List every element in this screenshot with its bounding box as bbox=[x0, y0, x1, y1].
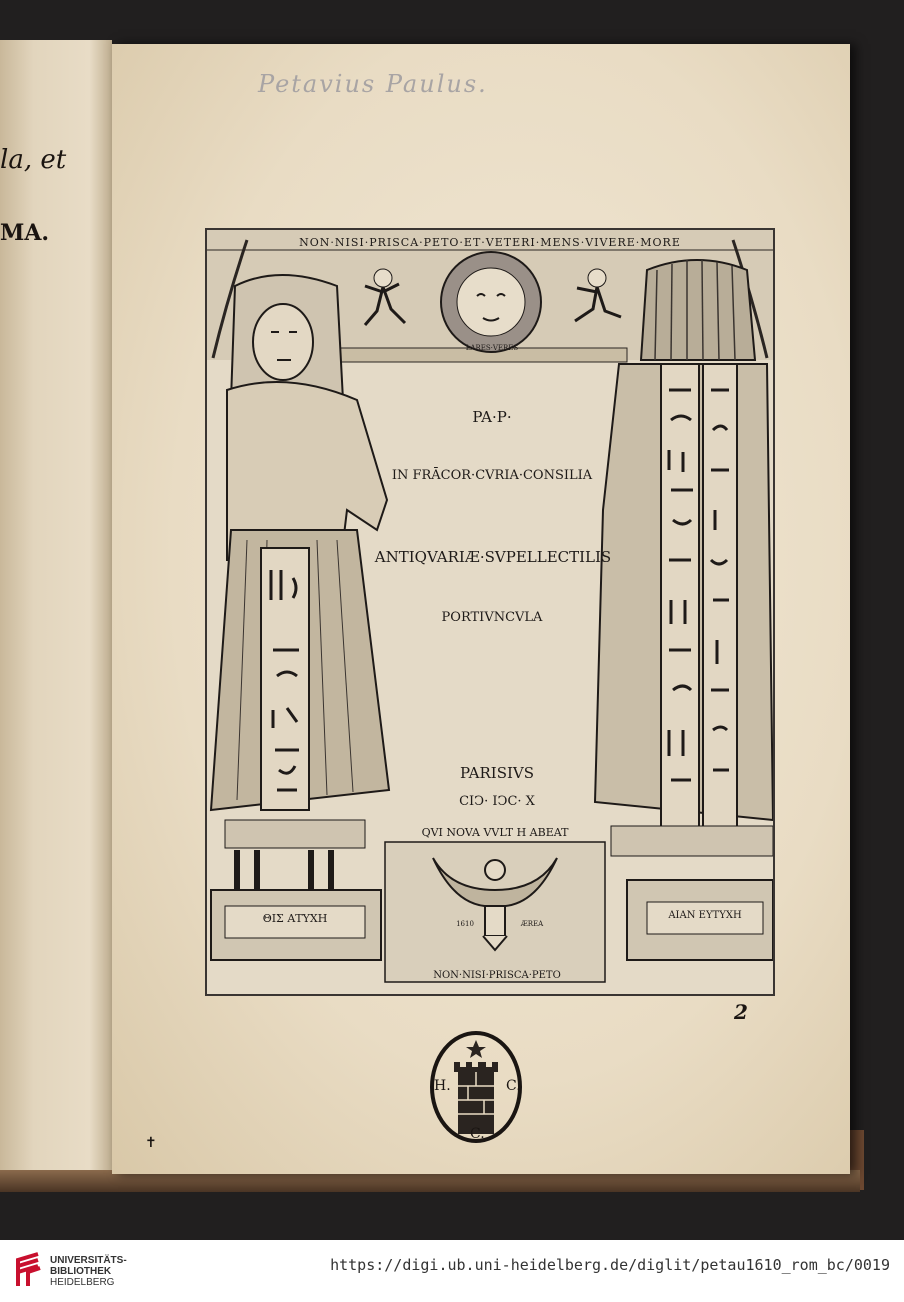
base-left-inscription: ΘΙΣ ΑΤΥΧΗ bbox=[262, 912, 328, 925]
aerea-label: ÆREA bbox=[520, 920, 544, 928]
page-number: 2 bbox=[734, 1000, 748, 1024]
title-line-year: CIↃ· IↃC· X bbox=[459, 794, 535, 809]
logo-line-3: HEIDELBERG bbox=[50, 1277, 115, 1288]
putto-right bbox=[588, 269, 606, 287]
title-line-curia: IN FRĀCOR·CVRIA·CONSILIA bbox=[391, 468, 593, 483]
left-hieroglyph-tablet bbox=[261, 548, 309, 810]
title-line-antiquariae: ANTIQVARIÆ·SVPELLECTILIS bbox=[374, 548, 612, 566]
lower-motto: QVI NOVA VVLT H ABEAT bbox=[421, 826, 569, 839]
base-right-inscription: ΑΙΑΝ ΕΥΤΥΧΗ bbox=[668, 910, 742, 921]
star-icon bbox=[466, 1040, 486, 1058]
stamp-letter-right: C. bbox=[506, 1078, 521, 1094]
top-motto: NON·NISI·PRISCA·PETO·ET·VETERI·MENS·VIVERE·MORE bbox=[299, 236, 681, 249]
title-line-place: PARISIVS bbox=[459, 764, 535, 782]
viewer-footer bbox=[0, 1240, 904, 1302]
stamp-letter-bottom: C. bbox=[470, 1126, 485, 1142]
bottom-motto: NON·NISI·PRISCA·PETO bbox=[433, 970, 561, 981]
date-small: 1610 bbox=[456, 920, 474, 928]
title-line-portiuncula: PORTIVNCVLA bbox=[441, 610, 543, 625]
logo-line-1: UNIVERSITÄTS- bbox=[50, 1255, 127, 1266]
lares-label: LARES·VERES bbox=[465, 344, 519, 352]
putto-left bbox=[374, 269, 392, 287]
library-logo-icon[interactable] bbox=[12, 1252, 46, 1290]
stamp-letter-left: H. bbox=[434, 1078, 451, 1094]
right-hieroglyph-column-2 bbox=[703, 364, 737, 832]
library-stamp bbox=[428, 1030, 524, 1144]
right-hieroglyph-column-1 bbox=[661, 364, 699, 832]
handwritten-signature: Petavius Paulus. bbox=[258, 70, 488, 98]
engraved-plate bbox=[205, 228, 775, 996]
left-statue bbox=[211, 275, 389, 890]
left-page-fragment-2: MA. bbox=[0, 220, 50, 246]
left-page bbox=[0, 40, 112, 1180]
left-page-fragment-1: la, et bbox=[0, 145, 67, 175]
page-url[interactable]: https://digi.ub.uni-heidelberg.de/diglit/petau1610_rom_bc/0019 bbox=[330, 1256, 890, 1274]
title-line-pa: PA·P· bbox=[472, 408, 512, 426]
library-logo-text[interactable] bbox=[50, 1255, 127, 1288]
logo-line-2: BIBLIOTHEK bbox=[50, 1266, 112, 1277]
margin-mark: ✝ bbox=[145, 1135, 157, 1151]
